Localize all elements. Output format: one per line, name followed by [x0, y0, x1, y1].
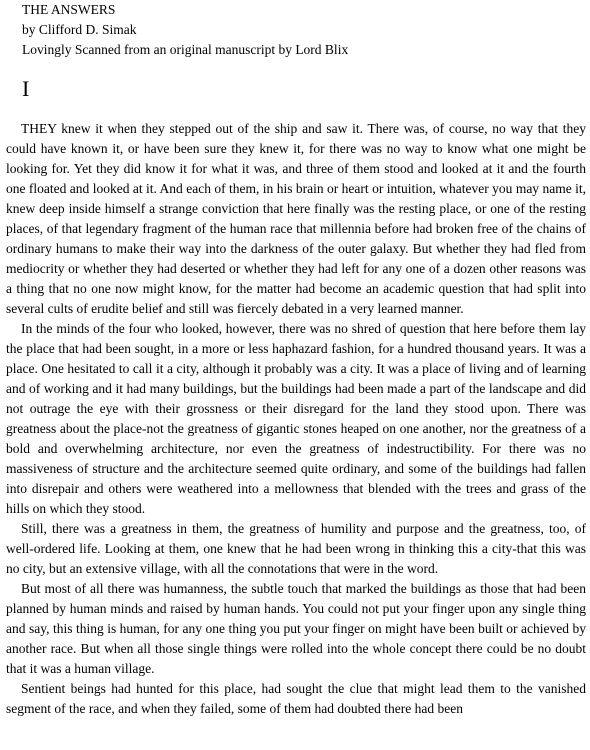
chapter-heading: I [22, 76, 30, 101]
document-author: by Clifford D. Simak [22, 22, 137, 37]
paragraph-4: But most of all there was humanness, the subtle touch that marked the buildings as those that had been planned by human minds and raised by human hands. You could not put your finger upon any single thing and say, this thing is human, for any one thing you put your finger on might have been built or achieved by another race. But when all those single things were rolled into the whole concept there could be no doubt that it was a human village. [6, 581, 586, 676]
document-title: THE ANSWERS [22, 2, 116, 17]
paragraph-3: Still, there was a greatness in them, the greatness of humility and purpose and the greatness, too, of well-ordered life. Looking at them, one knew that he had been wrong in thinking this a city-that this was no city, but an extensive village, with all the connotations that were in the word. [6, 521, 586, 576]
document-page [6, 0, 586, 719]
document-credit: Lovingly Scanned from an original manuscript by Lord Blix [22, 42, 349, 57]
paragraph-5: Sentient beings had hunted for this place, had sought the clue that might lead them to the vanished segment of the race, and when they failed, some of them had doubted there had been [6, 681, 586, 716]
paragraph-2: In the minds of the four who looked, however, there was no shred of question that here before them lay the place that had been sought, in a more or less haphazard fashion, for a hundred thousand years. It was a place. One hesitated to call it a city, although it probably was a city. It was a place of living and of learning and of working and it had many buildings, but the buildings had been made a part of the landscape and did not outrage the eye with their grossness or their disregard for the land they stood upon. There was greatness about the place-not the greatness of gigantic stones heaped on one another, nor the greatness of a bold and overwhelming architecture, nor even the greatness of indestructibility. For there was no massiveness of structure and the architecture seemed quite ordinary, and some of the buildings had fallen into disrepair and others were weathered into a mellowness that blended with the trees and grass of the hills on which they stood. [6, 321, 586, 516]
paragraph-1: THEY knew it when they stepped out of the ship and saw it. There was, of course, no way that they could have known it, or have been sure they knew it, for there was no way to know what one might be looking for. Yet they did know it for what it was, and three of them stood and looked at it and the fourth one floated and looked at it. And each of them, in his brain or heart or intuition, whatever you may name it, knew deep inside himself a strange conviction that here finally was the resting place, or one of the resting places, of that legendary fragment of the human race that millennia before had broken free of the chains of ordinary humans to make their way into the darkness of the outer galaxy. But whether they had fled from mediocrity or whether they had deserted or whether they had left for any one of a dozen other reasons was a thing that no one now might know, for the matter had become an academic question that had split into several cults of erudite belief and still was fiercely debated in a very learned manner. [6, 121, 586, 316]
